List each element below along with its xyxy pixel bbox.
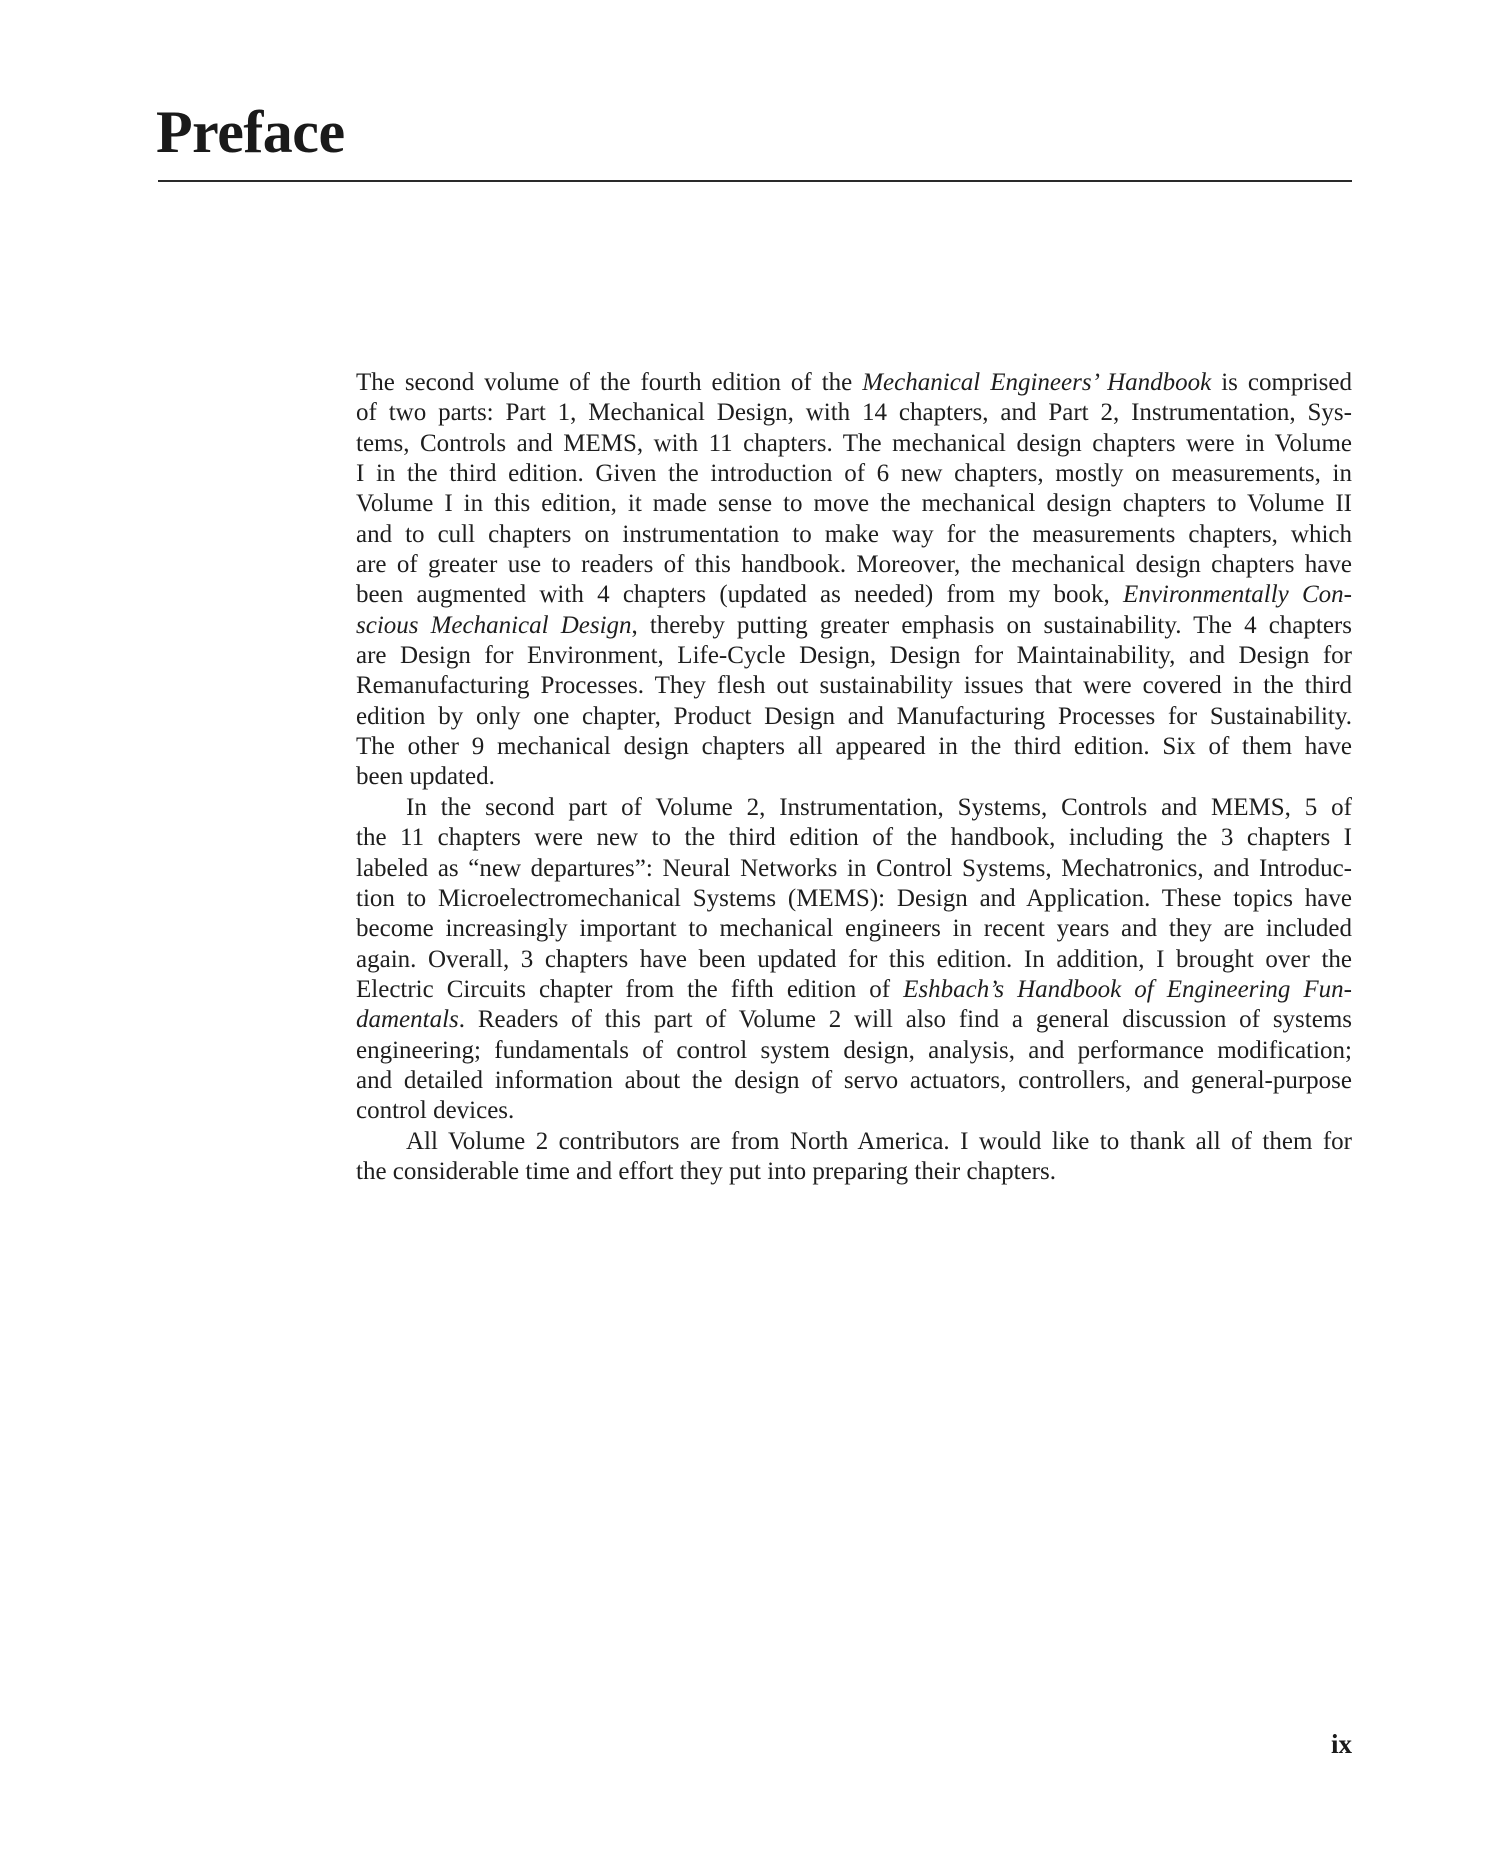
text-segment: is comprised <box>1211 369 1352 396</box>
text-segment: engineering; fundamentals of control system design, analysis, and performance modification; <box>356 1036 1352 1064</box>
italic-title-text: Eshbach’s Handbook of Engineering Fun- <box>903 975 1352 1003</box>
text-segment: and detailed information about the design of servo actuators, controllers, and general-purpose <box>356 1066 1352 1094</box>
italic-title-text: Environmentally Con- <box>1123 581 1352 609</box>
text-segment: The other 9 mechanical design chapters all appeared in the third edition. Six of them have <box>356 733 1352 761</box>
title-divider <box>158 180 1352 182</box>
text-line <box>356 368 1352 398</box>
text-segment: of two parts: Part 1, Mechanical Design, with 14 chapters, and Part 2, Instrumentation, Sys- <box>356 399 1352 427</box>
text-line <box>356 1127 1352 1157</box>
text-line <box>356 550 1352 580</box>
text-line <box>356 732 1352 762</box>
text-line <box>356 1005 1352 1035</box>
text-line <box>356 823 1352 853</box>
text-segment: the considerable time and effort they put into preparing their chapters. <box>356 1157 1056 1185</box>
paragraph <box>356 368 1352 793</box>
text-segment: been augmented with 4 chapters (updated as needed) from my book, <box>356 581 1124 609</box>
text-line <box>356 459 1352 489</box>
text-line <box>356 762 1352 792</box>
italic-title-text: damentals <box>356 1006 459 1034</box>
text-segment: Electric Circuits chapter from the fifth edition of <box>356 975 904 1003</box>
text-line <box>356 398 1352 428</box>
text-line <box>356 671 1352 701</box>
text-line <box>356 520 1352 550</box>
text-segment: become increasingly important to mechanical engineers in recent years and they are included <box>356 915 1352 943</box>
page-number: ix <box>1330 1729 1352 1759</box>
text-segment: are of greater use to readers of this handbook. Moreover, the mechanical design chapters have <box>356 551 1352 579</box>
text-line <box>356 975 1352 1005</box>
text-line <box>356 489 1352 519</box>
paragraph <box>356 793 1352 1127</box>
text-segment: tems, Controls and MEMS, with 11 chapters. The mechanical design chapters were in Volume <box>356 429 1352 457</box>
text-segment: Remanufacturing Processes. They flesh out sustainability issues that were covered in the third <box>356 672 1352 700</box>
text-line <box>356 884 1352 914</box>
text-segment: been updated. <box>356 763 495 791</box>
text-segment: The second volume of the fourth edition of the <box>356 369 863 396</box>
text-segment: are Design for Environment, Life-Cycle Design, Design for Maintainability, and Design for <box>356 642 1352 670</box>
text-line <box>356 641 1352 671</box>
text-segment: control devices. <box>356 1097 515 1125</box>
text-line <box>356 611 1352 641</box>
page-title: Preface <box>156 99 345 165</box>
text-segment: . Readers of this part of Volume 2 will also find a general discussion of systems <box>458 1006 1352 1034</box>
text-segment: I in the third edition. Given the introduction of 6 new chapters, mostly on measurements, in <box>356 460 1352 488</box>
text-segment: Volume I in this edition, it made sense to move the mechanical design chapters to Volume II <box>356 490 1352 518</box>
text-line <box>356 945 1352 975</box>
text-line <box>356 580 1352 610</box>
text-segment: labeled as “new departures”: Neural Networks in Control Systems, Mechatronics, and Introduc- <box>356 854 1352 882</box>
italic-title-text: scious Mechanical Design <box>356 611 632 639</box>
text-segment: All Volume 2 contributors are from North America. I would like to thank all of them for <box>406 1127 1352 1155</box>
text-segment: In the second part of Volume 2, Instrumentation, Systems, Controls and MEMS, 5 of <box>406 793 1352 821</box>
text-line <box>356 914 1352 944</box>
text-line <box>356 854 1352 884</box>
text-line <box>356 1096 1352 1126</box>
text-line <box>356 702 1352 732</box>
text-segment: edition by only one chapter, Product Design and Manufacturing Processes for Sustainability. <box>356 702 1352 730</box>
text-segment: tion to Microelectromechanical Systems (MEMS): Design and Application. These topics have <box>356 884 1352 912</box>
text-segment: and to cull chapters on instrumentation to make way for the measurements chapters, which <box>356 520 1352 548</box>
text-line <box>356 793 1352 823</box>
text-line <box>356 1157 1352 1187</box>
text-segment: the 11 chapters were new to the third edition of the handbook, including the 3 chapters I <box>356 824 1352 852</box>
text-line <box>356 1066 1352 1096</box>
text-segment: , thereby putting greater emphasis on sustainability. The 4 chapters <box>631 611 1352 639</box>
preface-body <box>356 368 1352 1187</box>
italic-title-text: Mechanical Engineers’ Handbook <box>862 369 1212 396</box>
text-line <box>356 1036 1352 1066</box>
paragraph <box>356 1127 1352 1188</box>
text-line <box>356 429 1352 459</box>
text-segment: again. Overall, 3 chapters have been updated for this edition. In addition, I brought over the <box>356 945 1352 973</box>
